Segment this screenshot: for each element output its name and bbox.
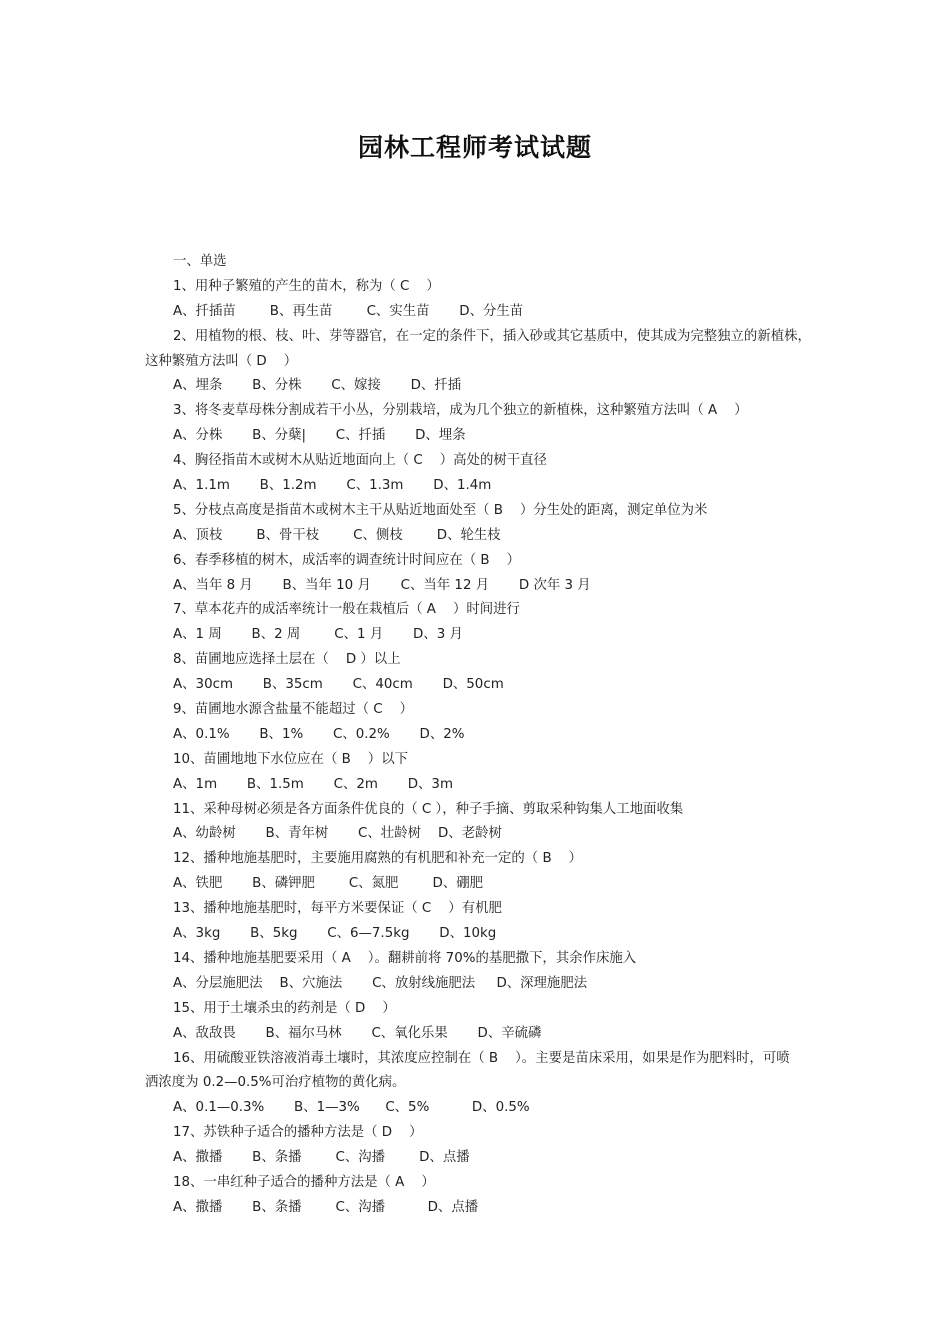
document-title: 园林工程师考试试题 [357, 133, 592, 162]
answer-options-line: A、0.1—0.3% B、1—3% C、5% D、0.5% [173, 1100, 530, 1116]
question-text-line: 16、用硫酸亚铁溶液消毒土壤时，其浓度应控制在（ B ）。主要是苗床采用，如果是作为肥料时，可喷 [173, 1050, 790, 1066]
question-text-line: 9、苗圃地水源含盐量不能超过（ C ） [173, 702, 414, 718]
question-text-line: 14、播种地施基肥要采用（ A ）。翻耕前将 70%的基肥撒下，其余作床施入 [173, 950, 637, 966]
question-text-line: 11、采种母树必须是各方面条件优良的（ C ），种子手摘、剪取采种钩集人工地面收集 [173, 801, 684, 817]
answer-options-line: A、0.1% B、1% C、0.2% D、2% [173, 726, 465, 742]
question-text-line: 7、草本花卉的成活率统计一般在栽植后（ A ）时间进行 [173, 602, 520, 618]
question-text-line: 6、春季移植的树木，成活率的调查统计时间应在（ B ） [173, 552, 520, 568]
answer-options-line: A、扦插苗 B、再生苗 C、实生苗 D、分生苗 [173, 303, 524, 319]
answer-options-line: A、敌敌畏 B、福尔马林 C、氧化乐果 D、辛硫磷 [173, 1025, 542, 1041]
answer-options-line: A、当年 8 月 B、当年 10 月 C、当年 12 月 D 次年 3 月 [173, 577, 591, 593]
question-text-line: 13、播种地施基肥时，每平方米要保证（ C ）有机肥 [173, 901, 502, 917]
question-text-line: 12、播种地施基肥时，主要施用腐熟的有机肥和补充一定的（ B ） [173, 851, 583, 867]
answer-options-line: A、30cm B、35cm C、40cm D、50cm [173, 677, 504, 693]
answer-options-line: A、分株 B、分蘖| C、扦插 D、埋条 [173, 428, 466, 444]
answer-options-line: A、埋条 B、分株 C、嫁接 D、扦插 [173, 378, 462, 394]
question-text-line: 4、胸径指苗木或树木从贴近地面向上（ C ）高处的树干直径 [173, 453, 547, 469]
question-text-line: 这种繁殖方法叫（ D ） [145, 353, 298, 369]
answer-options-line: A、幼龄树 B、青年树 C、壮龄树 D、老龄树 [173, 826, 502, 842]
question-text-line: 洒浓度为 0.2—0.5%可治疗植物的黄化病。 [145, 1075, 406, 1091]
answer-options-line: A、撒播 B、条播 C、沟播 D、点播 [173, 1150, 470, 1166]
question-text-line: 8、苗圃地应选择土层在（ D ）以上 [173, 652, 401, 668]
question-text-line: 10、苗圃地地下水位应在（ B ）以下 [173, 751, 408, 767]
answer-options-line: A、顶枝 B、骨干枝 C、侧枝 D、轮生枝 [173, 527, 501, 543]
question-text-line: 2、用植物的根、枝、叶、芽等器官，在一定的条件下，插入砂或其它基质中，使其成为完整独立的新植株， [173, 328, 811, 344]
question-text-line: 1、用种子繁殖的产生的苗木，称为（ C ） [173, 278, 440, 294]
question-text-line: 3、将冬麦草母株分割成若干小丛，分别栽培，成为几个独立的新植株，这种繁殖方法叫（ A ） [173, 403, 748, 419]
question-text-line: 17、苏铁种子适合的播种方法是（ D ） [173, 1125, 423, 1141]
answer-options-line: A、1.1m B、1.2m C、1.3m D、1.4m [173, 478, 492, 494]
question-text-line: 15、用于土壤杀虫的药剂是（ D ） [173, 1000, 396, 1016]
answer-options-line: A、撒播 B、条播 C、沟播 D、点播 [173, 1199, 479, 1215]
question-text-line: 5、分枝点高度是指苗木或树木主干从贴近地面处至（ B ）分生处的距离，测定单位为米 [173, 502, 708, 518]
answer-options-line: A、分层施肥法 B、穴施法 C、放射线施肥法 D、深理施肥法 [173, 975, 588, 991]
answer-options-line: A、1 周 B、2 周 C、1 月 D、3 月 [173, 627, 463, 643]
question-list [145, 250, 825, 1221]
question-text-line: 一、单选 [173, 254, 227, 269]
answer-options-line: A、3kg B、5kg C、6—7.5kg D、10kg [173, 926, 497, 942]
question-text-line: 18、一串红种子适合的播种方法是（ A ） [173, 1174, 435, 1190]
answer-options-line: A、铁肥 B、磷钾肥 C、氮肥 D、硼肥 [173, 876, 483, 892]
answer-options-line: A、1m B、1.5m C、2m D、3m [173, 776, 453, 792]
